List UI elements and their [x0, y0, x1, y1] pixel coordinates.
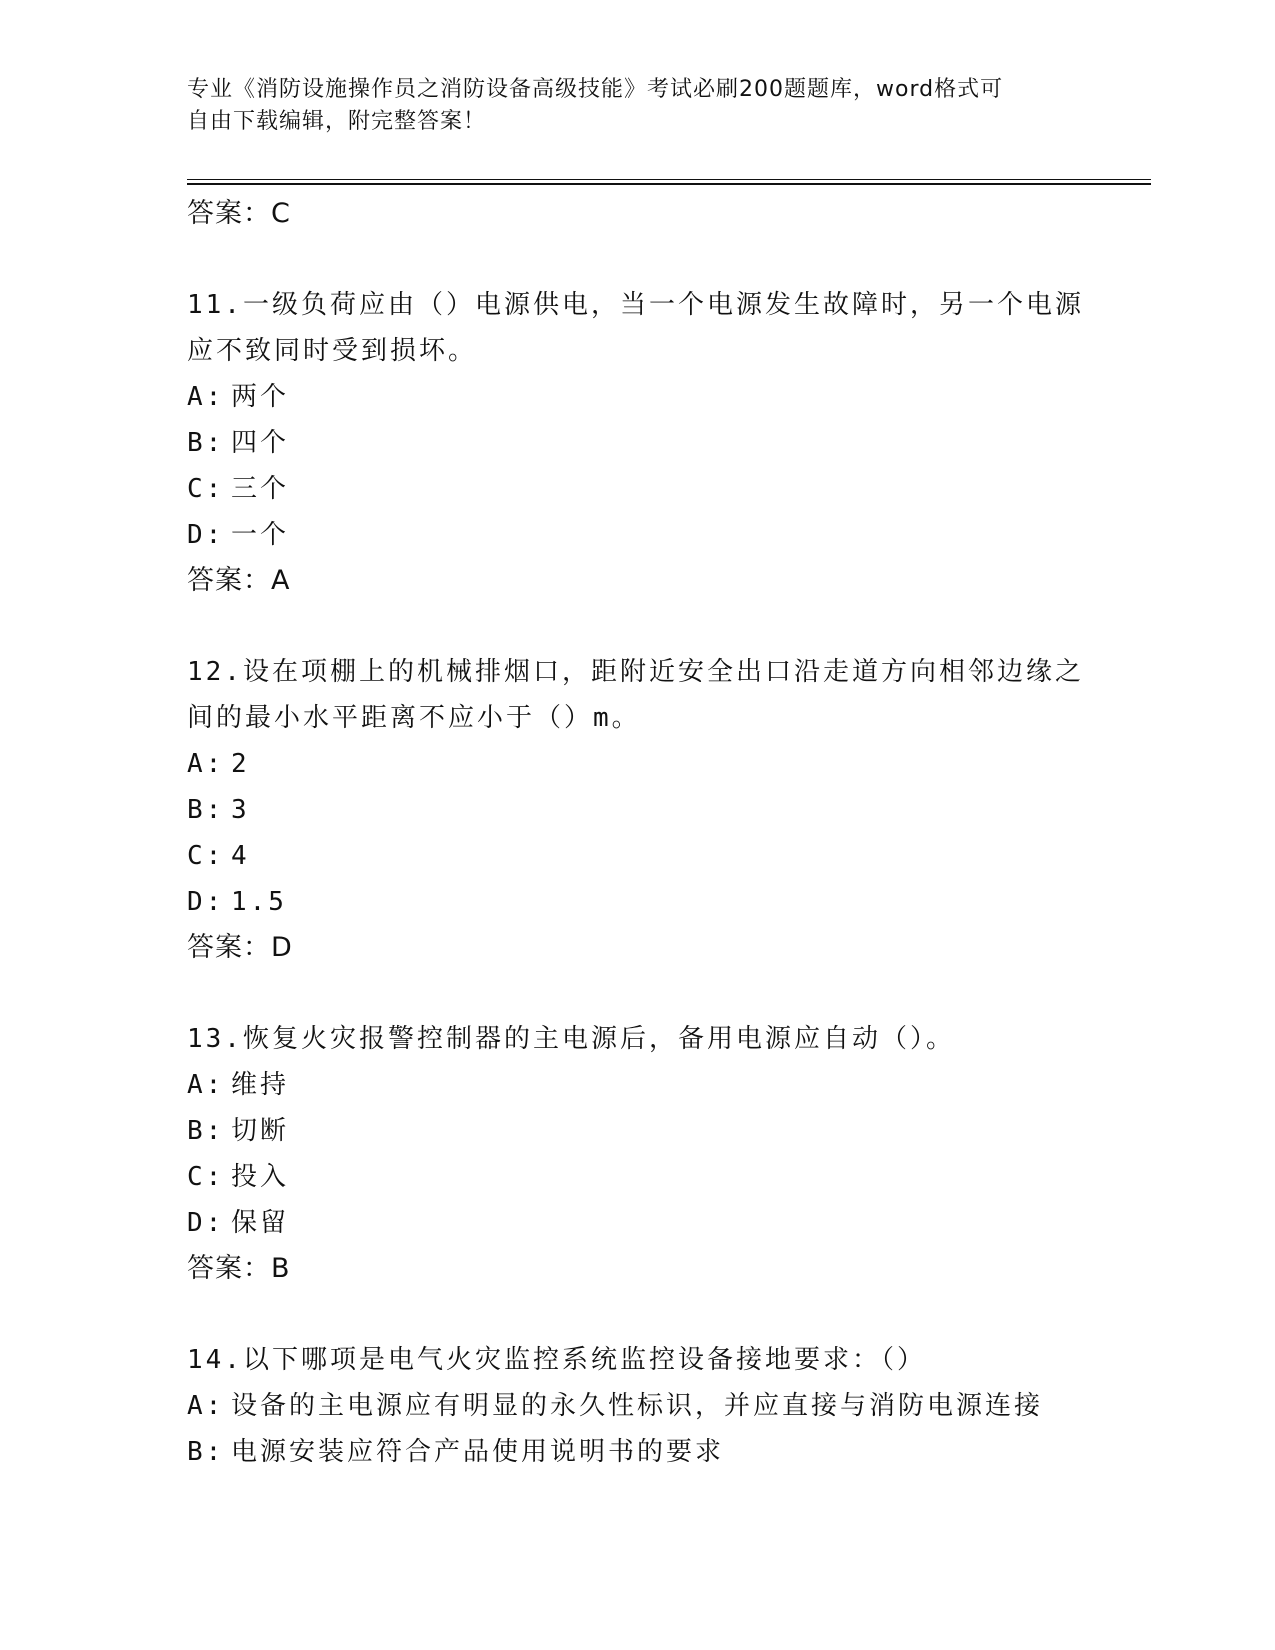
- option-text: 4: [231, 841, 250, 871]
- question-14: [187, 1337, 1087, 1475]
- header-line-2: 自由下载编辑，附完整答案！: [187, 109, 487, 134]
- option-text: 2: [231, 749, 250, 779]
- option-letter: B:: [187, 1116, 225, 1146]
- option-letter: D:: [187, 887, 225, 917]
- option-a: [187, 1383, 1087, 1429]
- option-letter: A:: [187, 1070, 225, 1100]
- header-divider-thick: [187, 183, 1151, 185]
- option-d: [187, 512, 1087, 558]
- option-b: [187, 787, 1087, 833]
- option-letter: C:: [187, 1162, 225, 1192]
- option-letter: C:: [187, 474, 225, 504]
- question-text: 12.设在项棚上的机械排烟口，距附近安全出口沿走道方向相邻边缘之间的最小水平距离不应小于（）m。: [187, 657, 1084, 733]
- option-letter: B:: [187, 1437, 225, 1467]
- option-text: 设备的主电源应有明显的永久性标识，并应直接与消防电源连接: [231, 1391, 1044, 1421]
- option-letter: A:: [187, 749, 225, 779]
- answer-line: 答案：A: [187, 565, 291, 596]
- question-text: 14.以下哪项是电气火灾监控系统监控设备接地要求：（）: [187, 1345, 926, 1375]
- option-a: [187, 374, 1087, 420]
- header-line-1: 专业《消防设施操作员之消防设备高级技能》考试必刷200题题库，word格式可: [187, 77, 1004, 102]
- option-letter: C:: [187, 841, 225, 871]
- option-text: 3: [231, 795, 250, 825]
- answer-line: 答案：B: [187, 1253, 291, 1284]
- option-b: [187, 1429, 1087, 1475]
- option-text: 切断: [231, 1116, 290, 1146]
- option-letter: D:: [187, 1208, 225, 1238]
- header-divider-thin: [187, 179, 1151, 180]
- option-c: [187, 466, 1087, 512]
- option-text: 1.5: [231, 887, 287, 917]
- option-a: [187, 741, 1087, 787]
- option-text: 保留: [231, 1208, 290, 1238]
- question-text: 13.恢复火灾报警控制器的主电源后，备用电源应自动（）。: [187, 1024, 955, 1054]
- option-c: [187, 1154, 1087, 1200]
- option-b: [187, 420, 1087, 466]
- option-letter: B:: [187, 428, 225, 458]
- answer-line: 答案：C: [187, 198, 291, 229]
- option-text: 维持: [231, 1070, 290, 1100]
- question-text: 11.一级负荷应由（）电源供电，当一个电源发生故障时，另一个电源应不致同时受到损坏。: [187, 290, 1084, 366]
- option-text: 投入: [231, 1162, 290, 1192]
- question-11: [187, 282, 1087, 604]
- answer-line: 答案：D: [187, 932, 293, 963]
- option-c: [187, 833, 1087, 879]
- option-letter: B:: [187, 795, 225, 825]
- option-a: [187, 1062, 1087, 1108]
- option-letter: D:: [187, 520, 225, 550]
- option-b: [187, 1108, 1087, 1154]
- question-12: [187, 649, 1087, 971]
- option-text: 一个: [231, 520, 290, 550]
- option-text: 电源安装应符合产品使用说明书的要求: [231, 1437, 725, 1467]
- option-text: 三个: [231, 474, 290, 504]
- option-letter: A:: [187, 1391, 225, 1421]
- option-d: [187, 1200, 1087, 1246]
- option-d: [187, 879, 1087, 925]
- option-text: 两个: [231, 382, 290, 412]
- option-text: 四个: [231, 428, 290, 458]
- option-letter: A:: [187, 382, 225, 412]
- question-list: [187, 191, 1087, 1475]
- document-header: [187, 74, 1067, 138]
- question-13: [187, 1016, 1087, 1292]
